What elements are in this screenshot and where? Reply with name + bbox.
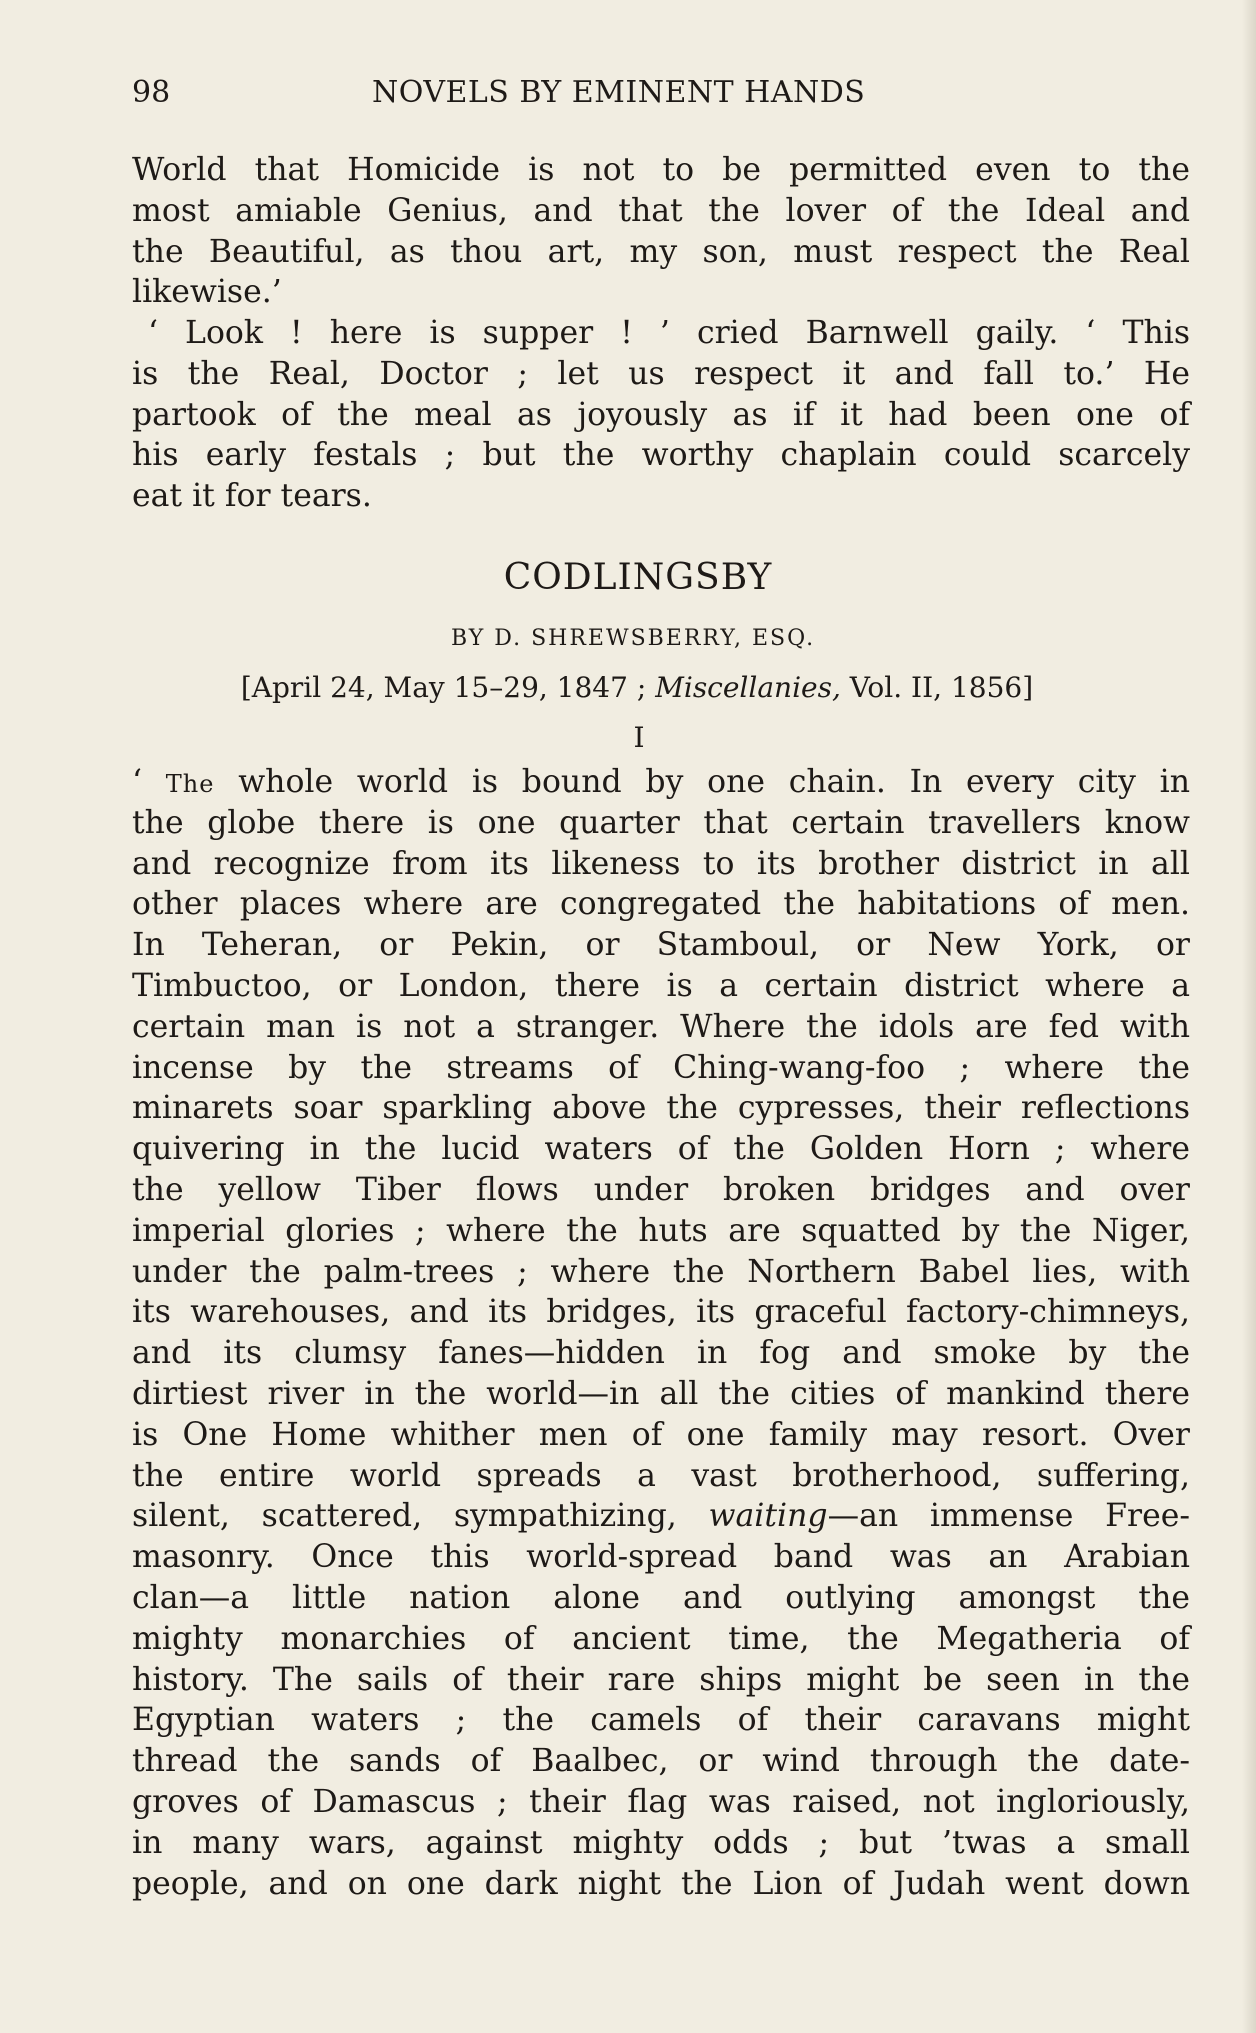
waiting-after: —an immense Free- xyxy=(827,1498,1191,1535)
waiting-before: silent, scattered, sympathizing, xyxy=(132,1498,677,1535)
page-header xyxy=(132,70,1190,116)
text-line: the entire world spreads a vast brotherhood, suffering, xyxy=(132,1457,1190,1494)
text-line: and its clumsy fanes—hidden in fog and smoke by the xyxy=(132,1335,1190,1372)
text-line: likewise.’ xyxy=(132,274,282,311)
text-line xyxy=(132,1496,1190,1537)
text-line: clan—a little nation alone and outlying amongst the xyxy=(132,1579,1190,1616)
text-line: ‘ Look ! here is supper ! ’ cried Barnwell gaily. ‘ This xyxy=(148,315,1190,351)
text-line: In Teheran, or Pekin, or Stamboul, or New York, or xyxy=(132,927,1190,964)
page-edge-shadow xyxy=(1242,0,1256,2033)
text-line: the Beautiful, as thou art, my son, must respect the Real xyxy=(132,233,1190,270)
section-byline: BY D. SHREWSBERRY, ESQ. xyxy=(450,626,816,651)
text-line: history. The sails of their rare ships might be seen in the xyxy=(132,1661,1190,1698)
section-title: CODLINGSBY xyxy=(503,557,773,598)
text-line: his early festals ; but the worthy chaplain could scarcely xyxy=(132,437,1190,474)
text-line: and recognize from its likeness to its brother district in all xyxy=(132,845,1190,882)
dates-before: [April 24, May 15–29, 1847 ; xyxy=(240,671,647,704)
text-line: people, and on one dark night the Lion of Judah went down xyxy=(132,1865,1190,1902)
text-line: certain man is not a stranger. Where the idols are fed with xyxy=(132,1008,1190,1045)
text-line: under the palm-trees ; where the Northern Babel lies, with xyxy=(132,1253,1190,1290)
opening-word: The xyxy=(165,770,215,798)
text-line: incense by the streams of Ching-wang-foo ; where the xyxy=(132,1049,1190,1086)
text-line: in many wars, against mighty odds ; but ’twas a small xyxy=(132,1824,1190,1861)
text-line: most amiable Genius, and that the lover of the Ideal and xyxy=(132,192,1190,229)
opening-mark: ‘ xyxy=(132,764,143,800)
text-line: minarets soar sparkling above the cypresses, their reflections xyxy=(132,1090,1190,1127)
publication-dates xyxy=(0,668,1256,708)
text-line: thread the sands of Baalbec, or wind through the date- xyxy=(132,1743,1190,1780)
text-line: the globe there is one quarter that certain travellers know xyxy=(132,804,1190,841)
dates-italic: Miscellanies, xyxy=(655,671,841,704)
text-line: the yellow Tiber flows under broken bridges and over xyxy=(132,1171,1190,1208)
paragraph-main xyxy=(132,762,1190,1904)
first-line-rest: whole world is bound by one chain. In every city in xyxy=(238,764,1191,800)
text-line: is One Home whither men of one family may resort. Over xyxy=(132,1416,1190,1453)
text-line: other places where are congregated the habitations of men. xyxy=(132,886,1190,923)
waiting-italic: waiting xyxy=(708,1498,828,1535)
text-line: World that Homicide is not to be permitted even to the xyxy=(132,152,1190,188)
running-title: NOVELS BY EMINENT HANDS xyxy=(372,75,866,110)
text-line xyxy=(132,762,1190,803)
page-number: 98 xyxy=(132,75,171,110)
text-line: is the Real, Doctor ; let us respect it and fall to.’ He xyxy=(132,355,1190,392)
text-line: partook of the meal as joyously as if it had been one of xyxy=(132,396,1190,433)
text-line: mighty monarchies of ancient time, the Megatheria of xyxy=(132,1620,1190,1657)
text-line: Egyptian waters ; the camels of their caravans might xyxy=(132,1702,1190,1739)
text-line: quivering in the lucid waters of the Golden Horn ; where xyxy=(132,1131,1190,1168)
text-line: eat it for tears. xyxy=(132,478,372,515)
text-line: its warehouses, and its bridges, its graceful factory-chimneys, xyxy=(132,1294,1190,1331)
text-line: dirtiest river in the world—in all the cities of mankind there xyxy=(132,1375,1190,1412)
text-line: masonry. Once this world-spread band was an Arabian xyxy=(132,1539,1190,1576)
paragraph-homicide xyxy=(132,150,1190,313)
paragraph-supper xyxy=(132,313,1190,517)
dates-after: Vol. II, 1856] xyxy=(849,671,1034,704)
chapter-number: I xyxy=(633,721,645,754)
text-line: groves of Damascus ; their flag was raised, not ingloriously, xyxy=(132,1783,1190,1820)
text-line: imperial glories ; where the huts are squatted by the Niger, xyxy=(132,1212,1190,1249)
text-line: Timbuctoo, or London, there is a certain district where a xyxy=(132,967,1190,1004)
